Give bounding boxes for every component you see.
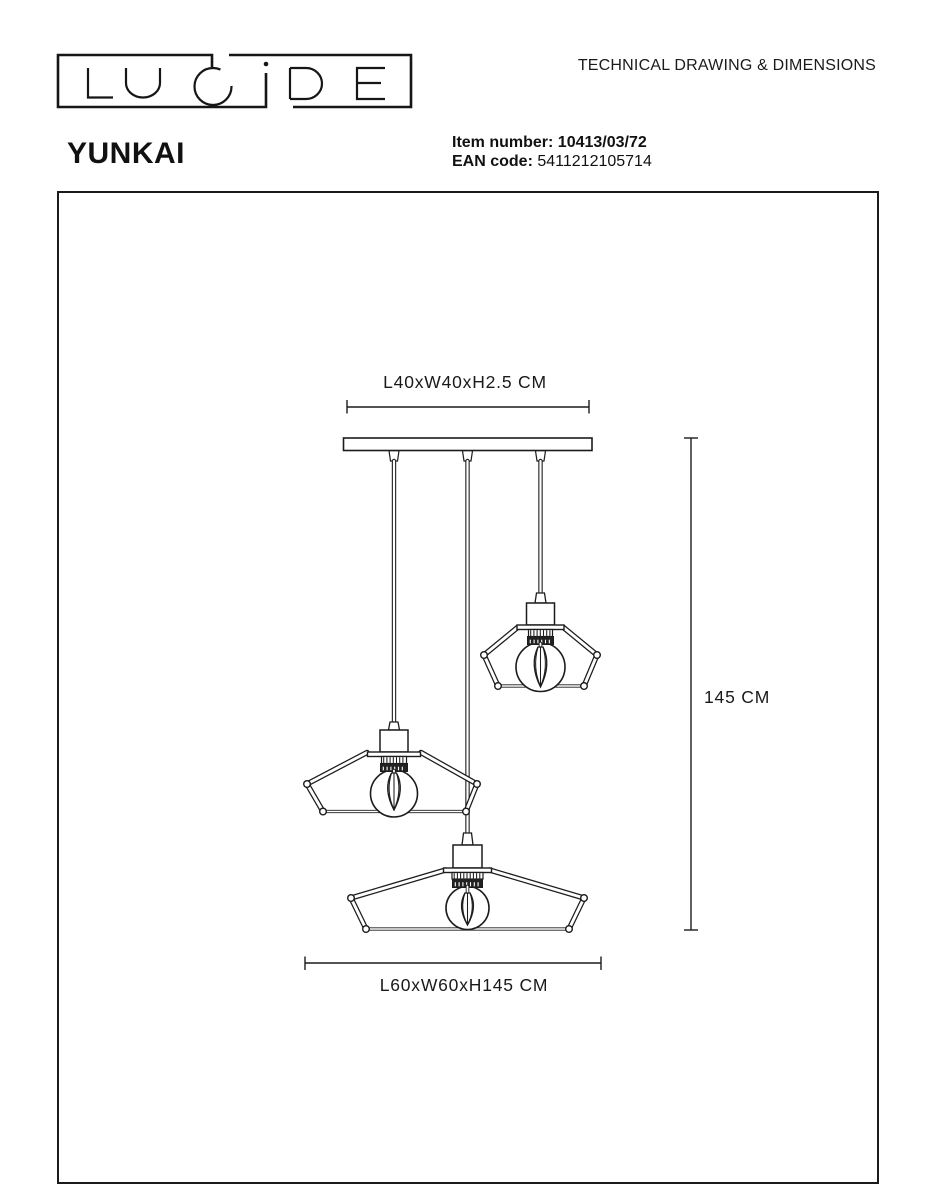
ean-label: EAN code: bbox=[452, 153, 533, 170]
canopy-dim-label: L40xW40xH2.5 CM bbox=[383, 372, 547, 392]
shade-joint bbox=[304, 781, 311, 788]
lamp-socket bbox=[453, 845, 482, 868]
pendant-lamp-medium bbox=[304, 722, 481, 817]
pendant-lamp-large bbox=[348, 833, 588, 932]
dimension-fixture bbox=[305, 957, 601, 971]
shade-joint bbox=[566, 926, 573, 933]
pendant-lamp-small bbox=[481, 593, 601, 692]
ceiling-plate bbox=[344, 438, 593, 451]
shade-joint bbox=[594, 652, 601, 659]
shade-joint bbox=[474, 781, 481, 788]
pendant-lamps bbox=[304, 451, 601, 933]
dimension-height bbox=[684, 438, 698, 930]
shade-joint bbox=[481, 652, 488, 659]
ean-value: 5411212105714 bbox=[537, 153, 652, 170]
product-name: YUNKAI bbox=[67, 137, 186, 170]
lamp-socket bbox=[380, 730, 408, 752]
shade-joint bbox=[463, 808, 470, 815]
shade-joint bbox=[581, 895, 588, 902]
dimension-canopy bbox=[347, 400, 589, 414]
lamp-socket bbox=[527, 603, 555, 625]
suspension-cord bbox=[389, 451, 399, 722]
fixture-dim-label: L60xW60xH145 CM bbox=[379, 975, 549, 995]
shade-joint bbox=[363, 926, 370, 933]
doc-title: TECHNICAL DRAWING & DIMENSIONS bbox=[577, 57, 876, 74]
shade-joint bbox=[320, 808, 327, 815]
item-number-value: 10413/03/72 bbox=[557, 134, 647, 151]
shade-joint bbox=[348, 895, 355, 902]
shade-joint bbox=[495, 683, 502, 690]
suspension-cord bbox=[536, 451, 546, 593]
item-number-label: Item number: bbox=[452, 134, 554, 151]
height-dim-label: 145 CM bbox=[704, 687, 771, 707]
shade-joint bbox=[581, 683, 588, 690]
